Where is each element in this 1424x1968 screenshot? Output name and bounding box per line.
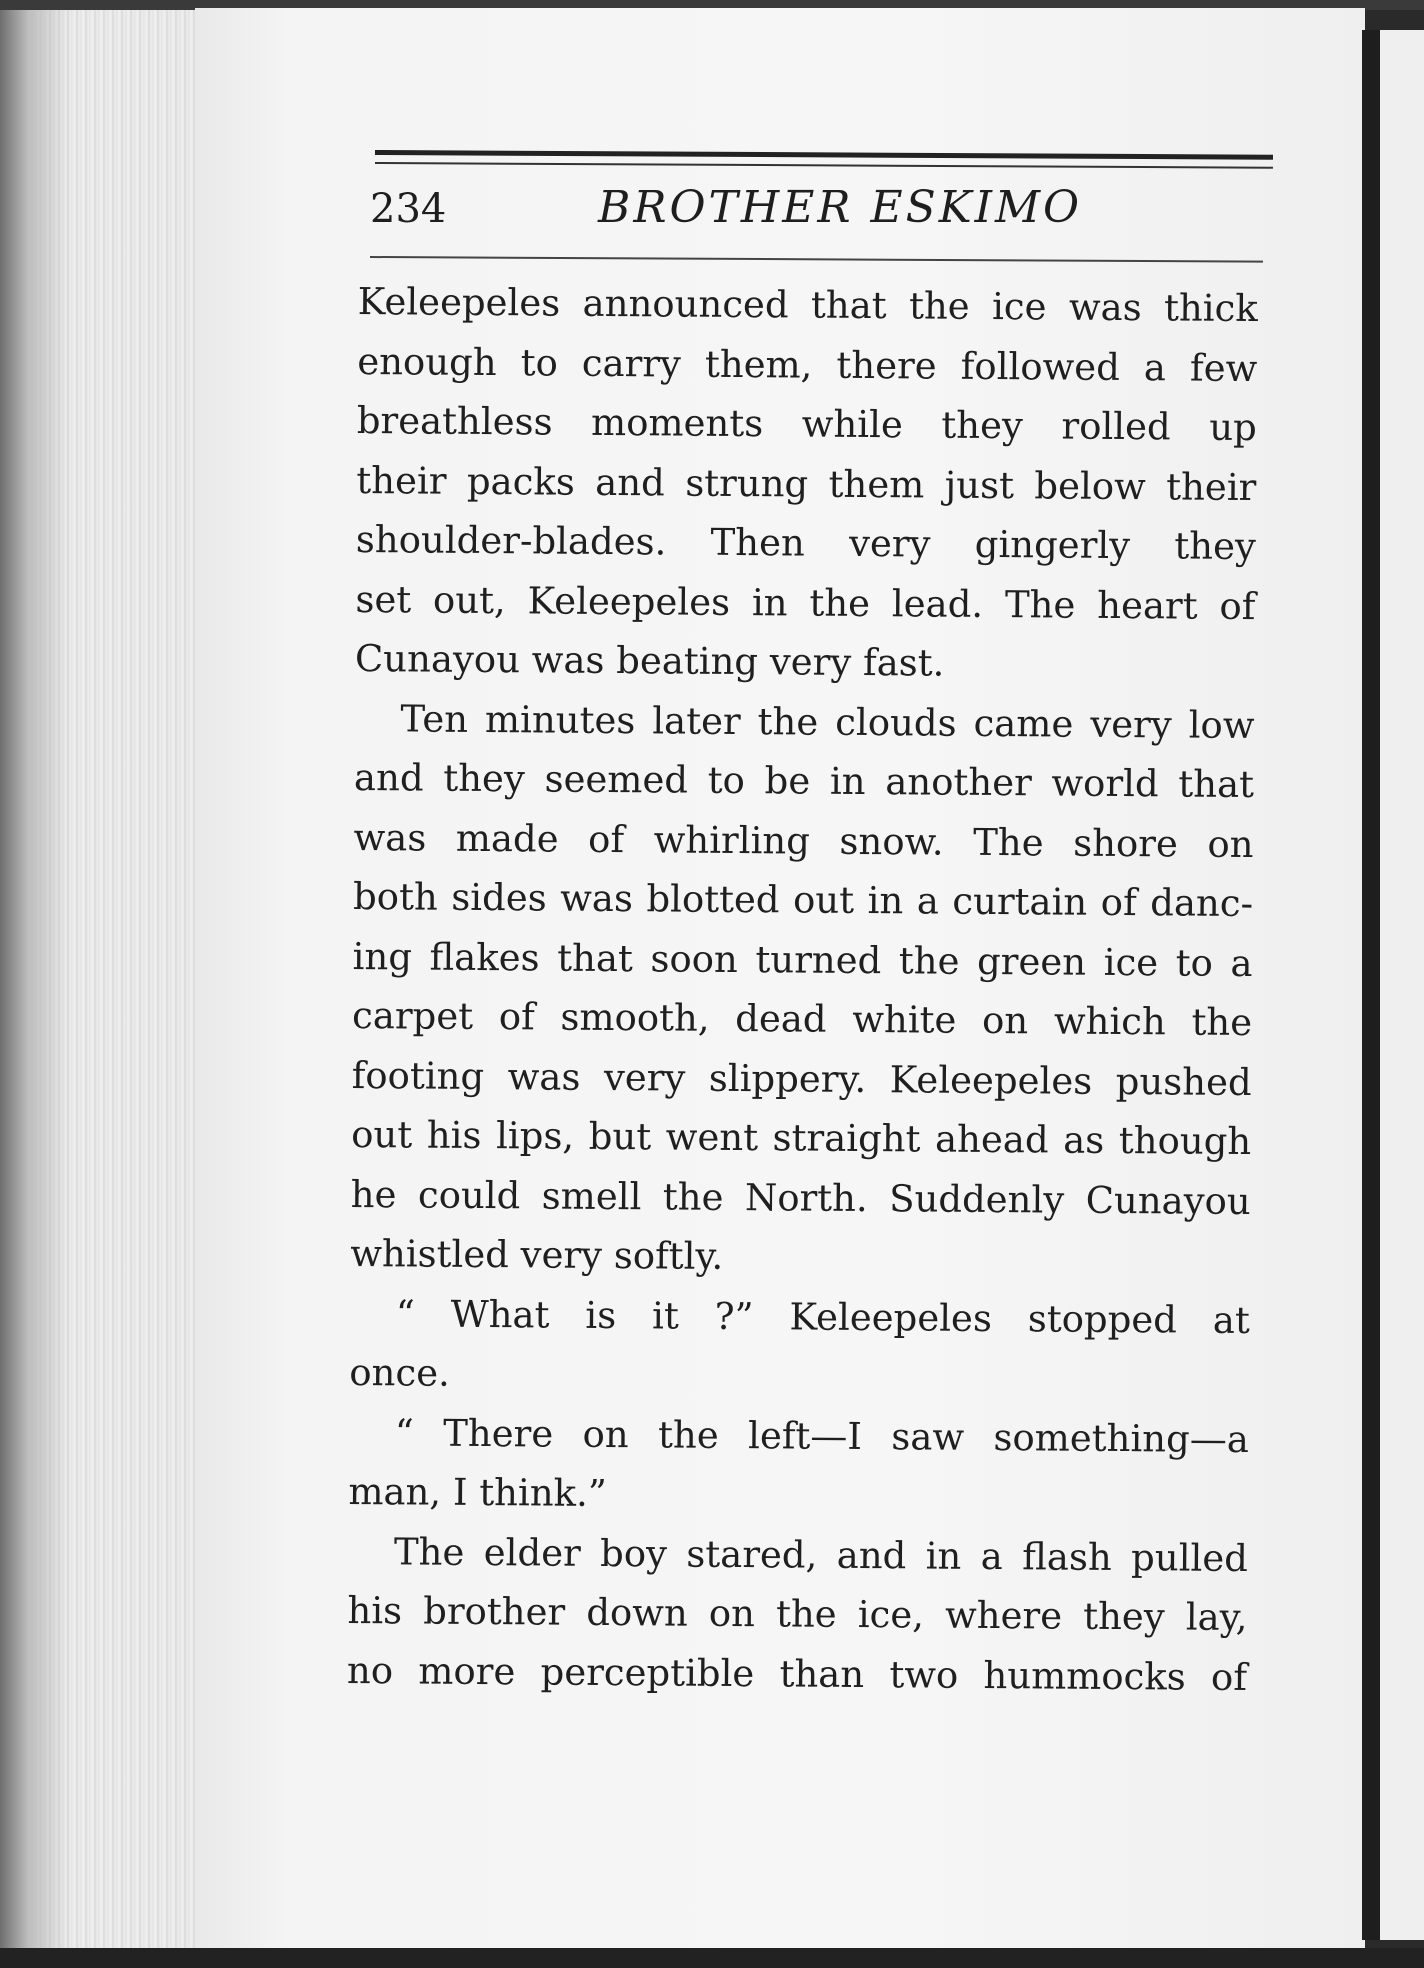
text-line: man, I think.” [348,1469,607,1515]
text-line: ing flakes that soon turned the green ice to a [352,934,1253,985]
text-line: footing was very slippery. Keleepeles pushed [351,1053,1252,1104]
text-line: set out, Keleepeles in the lead. The heart of [355,577,1256,628]
text-line: “ What is it ?” Keleepeles stopped at [395,1291,1250,1342]
page-number: 234 [370,186,447,232]
text-line: he could smell the North. Suddenly Cunayou [350,1172,1251,1223]
text-line: Keleepeles announced that the ice was thick [357,279,1258,331]
text-line: “ There on the left—I saw something—a [394,1410,1250,1461]
text-line: his brother down on the ice, where they lay, [347,1588,1248,1640]
text-line: both sides was blotted out in a curtain of danc- [352,874,1254,926]
text-line: was made of whirling snow. The shore on [353,815,1254,866]
text-line: carpet of smooth, dead white on which the [351,993,1253,1045]
page-edges-stack [0,10,207,1948]
facing-page-sliver [1380,30,1424,1940]
text-line: Ten minutes later the clouds came very low [400,696,1255,747]
text-line: and they seemed to be in another world that [353,755,1255,807]
text-line: out his lips, but went straight ahead as though [351,1112,1252,1164]
text-line: Cunayou was beating very fast. [354,636,945,685]
text-line: no more perceptible than two hummocks of [346,1648,1248,1699]
text-line: shoulder-blades. Then very gingerly they [355,517,1257,569]
text-line: breathless moments while they rolled up [356,398,1257,450]
text-line: The elder boy stared, and in a flash pulled [393,1529,1249,1580]
scan-bottom-border [0,1948,1424,1968]
text-line: their packs and strung them just below their [356,458,1257,509]
text-line: once. [349,1350,451,1395]
right-page-edge [1362,30,1380,1940]
text-line: whistled very softly. [350,1231,724,1278]
running-title: BROTHER ESKIMO [598,182,1083,233]
body-text [347,272,1258,1707]
text-line: enough to carry them, there followed a few [357,339,1258,390]
